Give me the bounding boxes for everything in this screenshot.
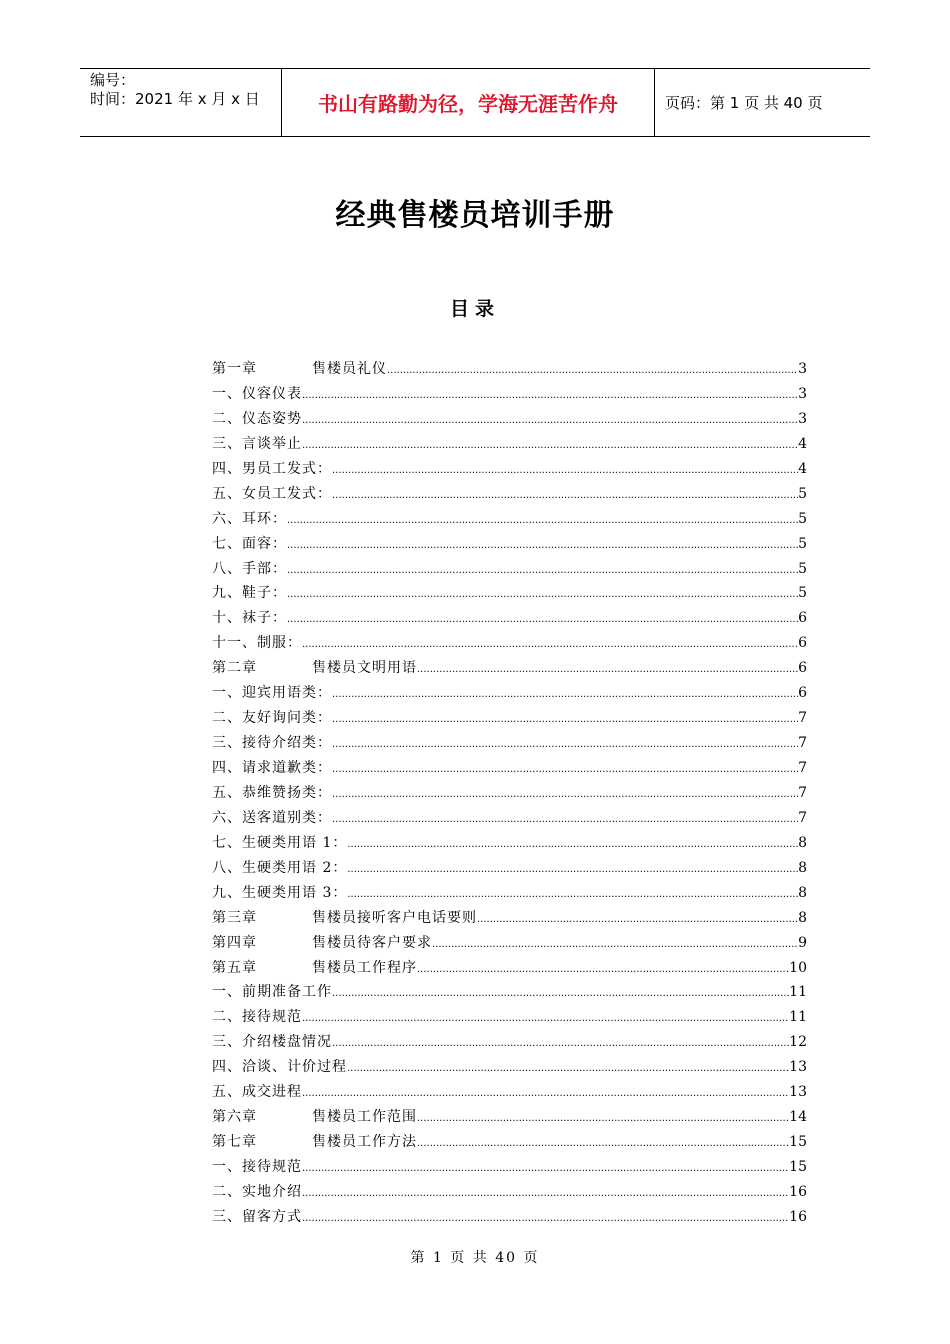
toc-leader-dots bbox=[332, 810, 798, 826]
toc-page-number: 7 bbox=[798, 735, 807, 752]
toc-entry[interactable] bbox=[212, 1156, 807, 1181]
toc-chapter-number: 第五章 bbox=[212, 959, 257, 976]
toc-entry[interactable] bbox=[212, 807, 807, 832]
toc-leader-dots bbox=[332, 1034, 789, 1050]
toc-entry[interactable] bbox=[212, 632, 807, 657]
toc-entry[interactable] bbox=[212, 483, 807, 508]
toc-entry-label: 售楼员工作方法 bbox=[312, 1134, 417, 1151]
toc-leader-dots bbox=[347, 885, 798, 901]
toc-page-number: 15 bbox=[789, 1134, 807, 1151]
toc-entry-label: 一、迎宾用语类： bbox=[212, 685, 332, 702]
toc-page-number: 6 bbox=[798, 660, 807, 677]
toc-page-number: 6 bbox=[798, 610, 807, 627]
toc-page-number: 11 bbox=[789, 1009, 807, 1026]
toc-page-number: 7 bbox=[798, 809, 807, 826]
toc-page-number: 16 bbox=[789, 1208, 807, 1225]
toc-title: 目录 bbox=[449, 298, 500, 320]
toc-leader-dots bbox=[287, 536, 798, 552]
toc-entry[interactable] bbox=[212, 981, 807, 1006]
toc-chapter-number: 第二章 bbox=[212, 660, 257, 677]
toc-leader-dots bbox=[302, 411, 798, 427]
toc-page-number: 7 bbox=[798, 784, 807, 801]
toc-entry[interactable] bbox=[212, 857, 807, 882]
toc-entry[interactable] bbox=[212, 882, 807, 907]
toc-entry-label: 一、接待规范 bbox=[212, 1159, 302, 1175]
toc-entry[interactable] bbox=[212, 607, 807, 632]
number-label: 编号： bbox=[90, 71, 136, 89]
toc-leader-dots bbox=[477, 910, 798, 926]
toc-page-number: 4 bbox=[798, 435, 807, 452]
toc-entry-label: 二、实地介绍 bbox=[212, 1183, 302, 1200]
toc-leader-dots bbox=[302, 635, 798, 651]
toc-entry-label: 售楼员工作范围 bbox=[312, 1109, 417, 1126]
toc-page-number: 15 bbox=[789, 1159, 807, 1175]
toc-entry[interactable] bbox=[212, 1181, 807, 1206]
toc-leader-dots bbox=[347, 835, 798, 851]
toc-entry[interactable] bbox=[212, 832, 807, 857]
toc-leader-dots bbox=[332, 984, 789, 1000]
toc-leader-dots bbox=[417, 1109, 789, 1125]
header-meta bbox=[80, 69, 282, 136]
toc-leader-dots bbox=[432, 935, 798, 951]
toc-entry-label: 二、仪态姿势 bbox=[212, 410, 302, 427]
toc-entry-label: 三、留客方式 bbox=[212, 1208, 302, 1225]
toc-leader-dots bbox=[417, 960, 789, 976]
toc-page-number: 5 bbox=[798, 485, 807, 502]
toc-leader-dots bbox=[332, 785, 798, 801]
toc-entry-label: 售楼员待客户要求 bbox=[312, 934, 432, 951]
toc-page-number: 3 bbox=[798, 361, 807, 377]
toc-leader-dots bbox=[287, 561, 798, 577]
toc-chapter-number: 第三章 bbox=[212, 909, 257, 926]
toc-leader-dots bbox=[347, 1059, 789, 1075]
toc-entry[interactable] bbox=[212, 757, 807, 782]
toc-leader-dots bbox=[302, 1184, 789, 1200]
toc-entry-label: 二、接待规范 bbox=[212, 1009, 302, 1026]
toc-chapter-number: 第七章 bbox=[212, 1134, 257, 1151]
toc-entry-label: 九、生硬类用语 3： bbox=[212, 884, 348, 901]
toc-entry-label: 四、男员工发式： bbox=[212, 460, 332, 477]
toc-leader-dots bbox=[387, 361, 798, 377]
toc-entry[interactable] bbox=[212, 932, 807, 957]
toc-entry-label: 一、前期准备工作 bbox=[212, 984, 332, 1001]
toc-entry[interactable] bbox=[212, 1206, 807, 1231]
toc-page-number: 12 bbox=[789, 1034, 807, 1051]
toc-page-number: 11 bbox=[789, 984, 807, 1001]
toc-leader-dots bbox=[332, 685, 798, 701]
toc-entry-label: 十、袜子： bbox=[212, 610, 287, 627]
toc-page-number: 5 bbox=[798, 560, 807, 577]
toc-leader-dots bbox=[287, 610, 798, 626]
toc-chapter-number: 第一章 bbox=[212, 361, 257, 377]
toc-entry-label: 十一、制服： bbox=[212, 635, 302, 652]
toc-leader-dots bbox=[347, 860, 798, 876]
toc-entry-label: 一、仪容仪表 bbox=[212, 385, 302, 402]
toc-leader-dots bbox=[332, 760, 798, 776]
toc-entry-label: 三、接待介绍类： bbox=[212, 735, 332, 752]
toc-entry[interactable] bbox=[212, 907, 807, 932]
toc-page-number: 8 bbox=[798, 834, 807, 851]
toc-page-number: 8 bbox=[798, 859, 807, 876]
page-footer: 第 1 页 共 40 页 bbox=[410, 1250, 540, 1266]
toc-leader-dots bbox=[302, 1009, 789, 1025]
toc-entry[interactable] bbox=[212, 558, 807, 583]
toc-entry-label: 五、恭维赞扬类： bbox=[212, 784, 332, 801]
toc-entry[interactable] bbox=[212, 582, 807, 607]
toc-entry-label: 售楼员文明用语 bbox=[312, 660, 417, 677]
toc-entry-label: 四、请求道歉类： bbox=[212, 760, 332, 776]
toc-entry-label: 四、洽谈、计价过程 bbox=[212, 1059, 347, 1076]
toc-page-number: 6 bbox=[798, 635, 807, 652]
toc-page-number: 4 bbox=[798, 460, 807, 477]
toc-leader-dots bbox=[302, 436, 798, 452]
table-of-contents bbox=[212, 358, 807, 1231]
toc-page-number: 5 bbox=[798, 535, 807, 552]
toc-entry[interactable] bbox=[212, 508, 807, 533]
document-title: 经典售楼员培训手册 bbox=[335, 198, 615, 233]
toc-page-number: 6 bbox=[798, 685, 807, 702]
toc-page-number: 5 bbox=[798, 585, 807, 602]
toc-chapter-number: 第四章 bbox=[212, 934, 257, 951]
toc-page-number: 9 bbox=[798, 934, 807, 951]
toc-page-number: 16 bbox=[789, 1183, 807, 1200]
toc-page-number: 3 bbox=[798, 410, 807, 427]
toc-entry-label: 六、耳环： bbox=[212, 510, 287, 527]
toc-leader-dots bbox=[302, 1159, 789, 1175]
toc-entry[interactable] bbox=[212, 1056, 807, 1081]
toc-page-number: 10 bbox=[789, 959, 807, 976]
toc-page-number: 5 bbox=[798, 510, 807, 527]
toc-entry[interactable] bbox=[212, 1031, 807, 1056]
toc-entry-label: 三、言谈举止 bbox=[212, 435, 302, 452]
toc-leader-dots bbox=[332, 486, 798, 502]
toc-leader-dots bbox=[332, 710, 798, 726]
toc-entry[interactable] bbox=[212, 707, 807, 732]
toc-entry[interactable] bbox=[212, 408, 807, 433]
time-label: 时间：2021 年 x 月 x 日 bbox=[90, 90, 260, 108]
toc-leader-dots bbox=[417, 660, 798, 676]
toc-entry-label: 售楼员接听客户电话要则 bbox=[312, 909, 477, 926]
toc-entry[interactable] bbox=[212, 458, 807, 483]
toc-page-number: 8 bbox=[798, 909, 807, 926]
toc-page-number: 14 bbox=[789, 1109, 807, 1126]
toc-page-number: 7 bbox=[798, 760, 807, 776]
header-motto: 书山有路勤为径，学海无涯苦作舟 bbox=[282, 69, 655, 136]
toc-entry[interactable] bbox=[212, 657, 807, 682]
toc-entry-label: 九、鞋子： bbox=[212, 585, 287, 602]
page-header bbox=[80, 68, 870, 137]
toc-entry[interactable] bbox=[212, 533, 807, 558]
toc-page-number: 13 bbox=[789, 1059, 807, 1076]
toc-entry[interactable] bbox=[212, 732, 807, 757]
toc-entry[interactable] bbox=[212, 782, 807, 807]
toc-entry-label: 二、友好询问类： bbox=[212, 710, 332, 727]
toc-page-number: 3 bbox=[798, 385, 807, 402]
toc-entry[interactable] bbox=[212, 358, 807, 383]
toc-entry-label: 售楼员礼仪 bbox=[312, 361, 387, 377]
toc-entry[interactable] bbox=[212, 957, 807, 982]
toc-page-number: 13 bbox=[789, 1084, 807, 1101]
toc-leader-dots bbox=[417, 1134, 789, 1150]
toc-leader-dots bbox=[332, 735, 798, 751]
toc-entry[interactable] bbox=[212, 1006, 807, 1031]
toc-entry-label: 八、生硬类用语 2： bbox=[212, 859, 348, 876]
toc-entry-label: 五、女员工发式： bbox=[212, 485, 332, 502]
toc-entry-label: 七、生硬类用语 1： bbox=[212, 834, 348, 851]
toc-leader-dots bbox=[287, 511, 798, 527]
toc-entry[interactable] bbox=[212, 1081, 807, 1106]
toc-entry[interactable] bbox=[212, 682, 807, 707]
toc-page-number: 8 bbox=[798, 884, 807, 901]
toc-leader-dots bbox=[302, 1084, 789, 1100]
toc-leader-dots bbox=[302, 386, 798, 402]
toc-leader-dots bbox=[302, 1209, 789, 1225]
toc-entry-label: 八、手部： bbox=[212, 560, 287, 577]
toc-leader-dots bbox=[332, 461, 798, 477]
toc-entry[interactable] bbox=[212, 1131, 807, 1156]
toc-entry-label: 三、介绍楼盘情况 bbox=[212, 1034, 332, 1051]
toc-entry[interactable] bbox=[212, 383, 807, 408]
toc-entry-label: 六、送客道别类： bbox=[212, 809, 332, 826]
header-page-info: 页码：第 1 页 共 40 页 bbox=[665, 94, 823, 112]
toc-entry[interactable] bbox=[212, 433, 807, 458]
toc-entry-label: 售楼员工作程序 bbox=[312, 959, 417, 976]
toc-page-number: 7 bbox=[798, 710, 807, 727]
toc-entry-label: 五、成交进程 bbox=[212, 1084, 302, 1101]
toc-leader-dots bbox=[287, 585, 798, 601]
toc-entry[interactable] bbox=[212, 1106, 807, 1131]
toc-chapter-number: 第六章 bbox=[212, 1109, 257, 1126]
toc-entry-label: 七、面容： bbox=[212, 535, 287, 552]
